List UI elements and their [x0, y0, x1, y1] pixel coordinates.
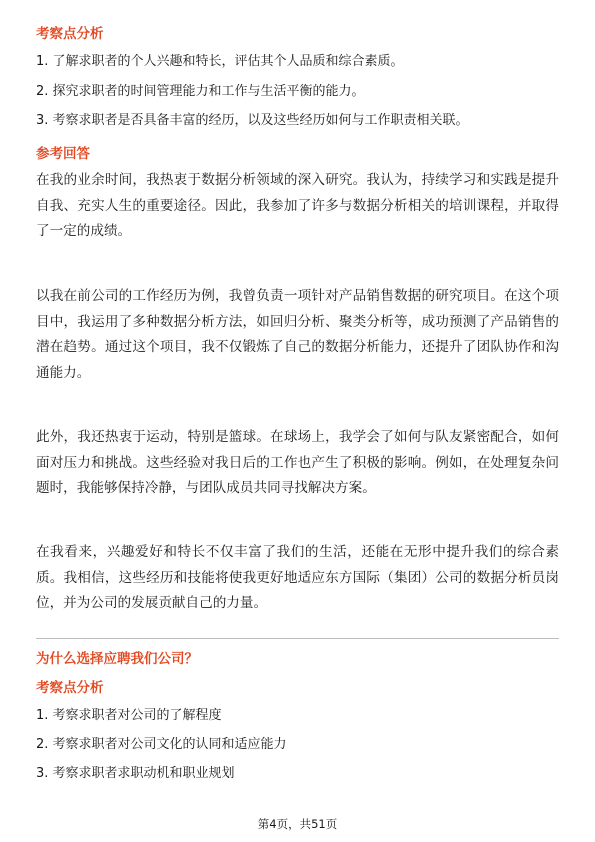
analysis-item: 3. 考察求职者是否具备丰富的经历，以及这些经历如何与工作职责相关联。 [36, 113, 469, 128]
answer-paragraph: 在我看来，兴趣爱好和特长不仅丰富了我们的生活，还能在无形中提升我们的综合素质。我相信，这些经历和技能将使我更好地适应东方国际（集团）公司的数据分析员岗位，并为公司的发展贡献自己的力量。 [36, 544, 559, 611]
answer-paragraph: 以我在前公司的工作经历为例，我曾负责一项针对产品销售数据的研究项目。在这个项目中，我运用了多种数据分析方法，如回归分析、聚类分析等，成功预测了产品销售的潜在趋势。通过这个项目，我不仅锻炼了自己的数据分析能力，还提升了团队协作和沟通能力。 [36, 288, 559, 381]
answer-paragraph: 此外，我还热衷于运动，特别是篮球。在球场上，我学会了如何与队友紧密配合，如何面对压力和挑战。这些经验对我日后的工作也产生了积极的影响。例如，在处理复杂问题时，我能够保持冷静，与团队成员共同寻找解决方案。 [36, 429, 559, 496]
analysis-item: 3. 考察求职者求职动机和职业规划 [36, 766, 235, 781]
analysis-heading: 考察点分析 [36, 680, 104, 696]
analysis-heading: 考察点分析 [36, 26, 104, 42]
analysis-item: 1. 了解求职者的个人兴趣和特长，评估其个人品质和综合素质。 [36, 54, 404, 69]
analysis-item: 1. 考察求职者对公司的了解程度 [36, 708, 222, 723]
page-indicator: 第4页，共51页 [257, 817, 338, 831]
analysis-item: 2. 探究求职者的时间管理能力和工作与生活平衡的能力。 [36, 84, 365, 99]
answer-heading: 参考回答 [36, 146, 90, 162]
question-heading: 为什么选择应聘我们公司？ [36, 651, 198, 667]
analysis-item: 2. 考察求职者对公司文化的认同和适应能力 [36, 737, 287, 752]
answer-paragraph: 在我的业余时间，我热衷于数据分析领域的深入研究。我认为，持续学习和实践是提升自我、充实人生的重要途径。因此，我参加了许多与数据分析相关的培训课程，并取得了一定的成绩。 [36, 172, 559, 239]
section-divider [36, 638, 559, 639]
